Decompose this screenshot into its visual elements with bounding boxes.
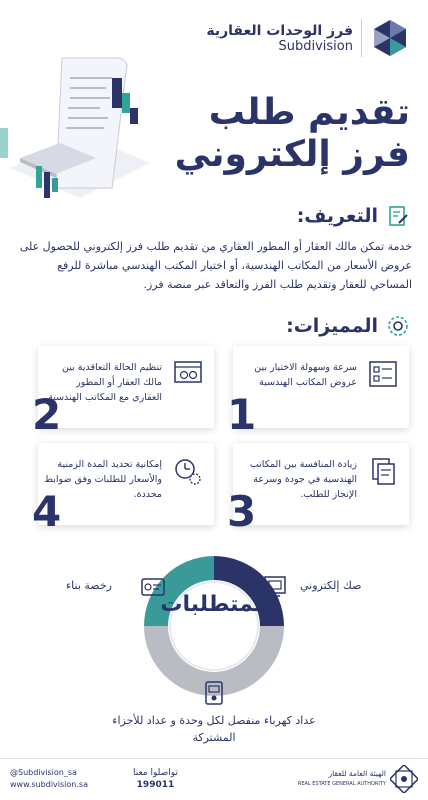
footer (0, 758, 428, 800)
time-gear-icon (172, 455, 204, 487)
definition-heading: التعريف: (296, 205, 378, 227)
feature-number-3: 3 (227, 487, 257, 536)
title-line-1: تقديم طلب (208, 92, 410, 133)
features-heading: المميزات: (286, 315, 378, 337)
meter-icon (201, 680, 227, 706)
feature-number-2: 2 (32, 390, 62, 439)
contact-label: تواصلوا معنا (133, 768, 178, 778)
definition-header (297, 204, 410, 228)
list-checklist-icon (367, 358, 399, 390)
authority-logo-icon (390, 765, 418, 793)
authority-english: REAL ESTATE GENERAL AUTHORITY (297, 781, 386, 787)
feature-text-4: إمكانية تحديد المدة الزمنية والأسعار للطلبات وفق ضوابط محددة. (44, 459, 162, 500)
license-card-icon (140, 574, 166, 600)
feature-card-4 (32, 443, 214, 536)
deed-icon (262, 574, 288, 600)
requirements-center-label: المتطلبات (160, 592, 270, 617)
authority-name (298, 769, 386, 789)
logo-divider (361, 19, 362, 57)
authority-arabic: الهيئة العامة للعقار (328, 769, 386, 778)
requirement-license: رخصة بناء (66, 579, 112, 592)
feature-card-2 (32, 346, 214, 439)
website-link[interactable]: www.subdivision.sa (10, 780, 88, 789)
feature-number-4: 4 (32, 487, 62, 536)
requirement-meter: عداد كهرباء منفصل لكل وحدة و عداد للأجزاء المشتركة (112, 714, 316, 744)
logo-english-text: Subdivision (278, 38, 353, 54)
feature-card-1 (227, 346, 409, 439)
requirements-ring (114, 548, 314, 698)
logo-arabic-text: فرز الوحدات العقارية (206, 22, 353, 39)
subdivision-logo (206, 18, 410, 58)
footer-contact (133, 767, 178, 791)
definition-text: خدمة تمكن مالك العقار أو المطور العقاري من تقديم طلب فرز إلكتروني للحصول على عروض الأسعار من المكاتب الهندسية، أو اختيار المكتب الهندسي مباشرة للرفع المساحي للعقار وتقديم طلب الفرز والتعاقد عبر منصة فرز. (19, 240, 412, 291)
requirement-deed: صك إلكتروني (300, 579, 362, 592)
title-line-2: فرز إلكتروني (174, 134, 410, 175)
feature-number-1: 1 (227, 390, 257, 439)
logo-mark-icon (370, 18, 410, 58)
feature-text-3: زيادة المنافسة بين المكاتب الهندسية في جودة وسرعة الإنجاز للطلب. (249, 459, 357, 500)
footer-social (10, 767, 88, 791)
edit-document-icon (386, 204, 410, 228)
feature-text-2: تنظيم الحالة التعاقدية بين مالك العقار أو المطور العقاري مع المكاتب الهندسية. (45, 362, 162, 403)
contract-gears-icon (172, 358, 204, 390)
feature-text-1: سرعة وسهولة الاختيار بين عروض المكاتب الهندسية (254, 362, 357, 388)
settings-gear-icon (386, 314, 410, 338)
documents-icon (367, 455, 399, 487)
page-title (170, 92, 410, 176)
features-header (286, 314, 410, 338)
feature-card-3 (227, 443, 409, 536)
document-laptop-illustration-icon (0, 48, 160, 218)
contact-phone[interactable]: 199011 (136, 780, 175, 790)
social-handle: @Subdivision_sa (10, 768, 77, 777)
